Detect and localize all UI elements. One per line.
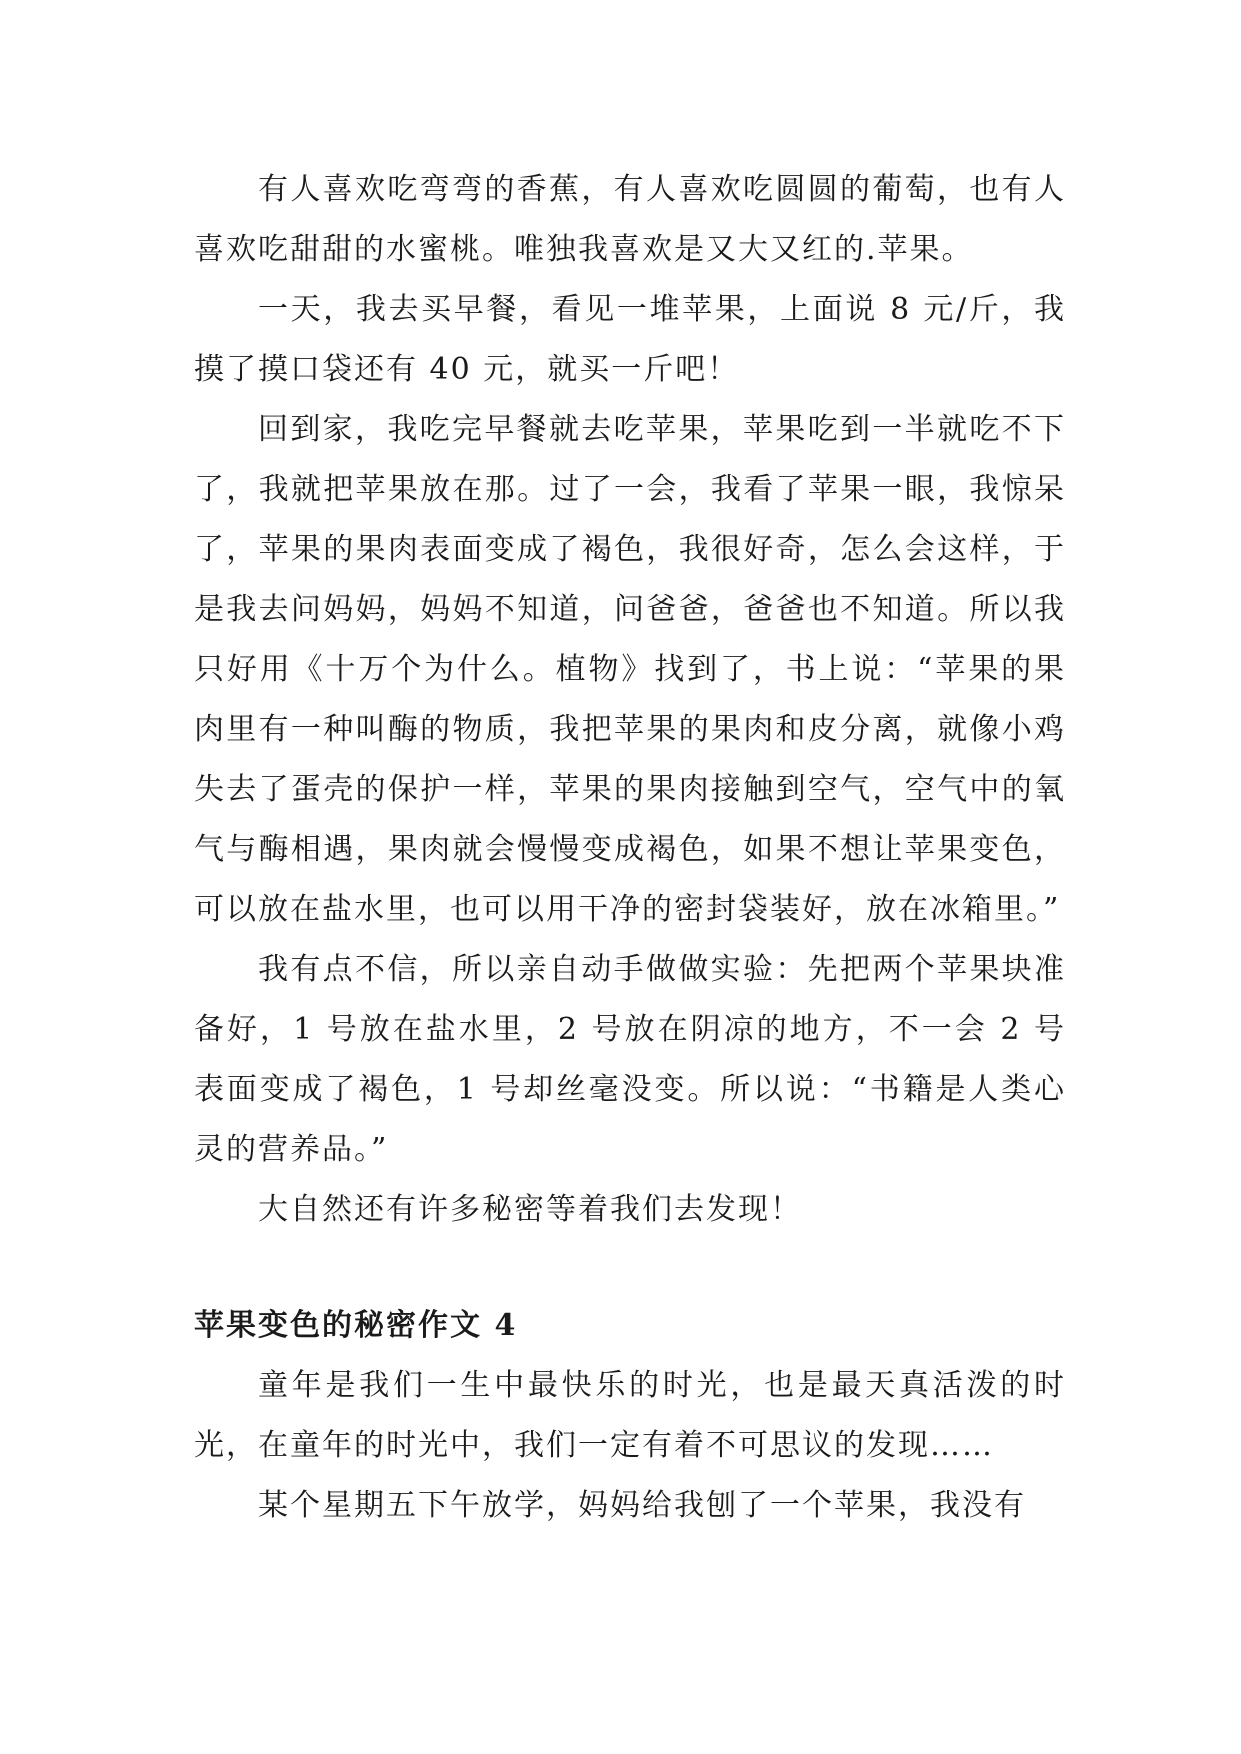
paragraph-3: 回到家，我吃完早餐就去吃苹果，苹果吃到一半就吃不下了，我就把苹果放在那。过了一会，我看了苹果一眼，我惊呆了，苹果的果肉表面变成了褐色，我很好奇，怎么会这样，于是我去问妈妈，妈妈不知道，问爸爸，爸爸也不知道。所以我只好用《十万个为什么。植物》找到了，书上说：“苹果的果肉里有一种叫酶的物质，我把苹果的果肉和皮分离，就像小鸡失去了蛋壳的保护一样，苹果的果肉接触到空气，空气中的氧气与酶相遇，果肉就会慢慢变成褐色，如果不想让苹果变色，可以放在盐水里，也可以用干净的密封袋装好，放在冰箱里。”	[194, 412, 1066, 927]
paragraph-6: 童年是我们一生中最快乐的时光，也是最天真活泼的时光，在童年的时光中，我们一定有着不可思议的发现……	[194, 1368, 1066, 1463]
section-title: 苹果变色的秘密作文 4	[194, 1308, 518, 1343]
paragraph-1: 有人喜欢吃弯弯的香蕉，有人喜欢吃圆圆的葡萄，也有人喜欢吃甜甜的水蜜桃。唯独我喜欢是又大又红的.苹果。	[194, 172, 1066, 267]
paragraph-4: 我有点不信，所以亲自动手做做实验：先把两个苹果块准备好，1 号放在盐水里，2 号放在阴凉的地方，不一会 2 号表面变成了褐色，1 号却丝毫没变。所以说：“书籍是人类心灵的营养品。”	[194, 952, 1066, 1167]
paragraph-5: 大自然还有许多秘密等着我们去发现！	[258, 1192, 802, 1227]
paragraph-2: 一天，我去买早餐，看见一堆苹果，上面说 8 元/斤，我摸了摸口袋还有 40 元，就买一斤吧！	[194, 292, 1066, 387]
paragraph-7: 某个星期五下午放学，妈妈给我刨了一个苹果，我没有	[258, 1488, 1026, 1523]
document-page	[194, 160, 1066, 1536]
